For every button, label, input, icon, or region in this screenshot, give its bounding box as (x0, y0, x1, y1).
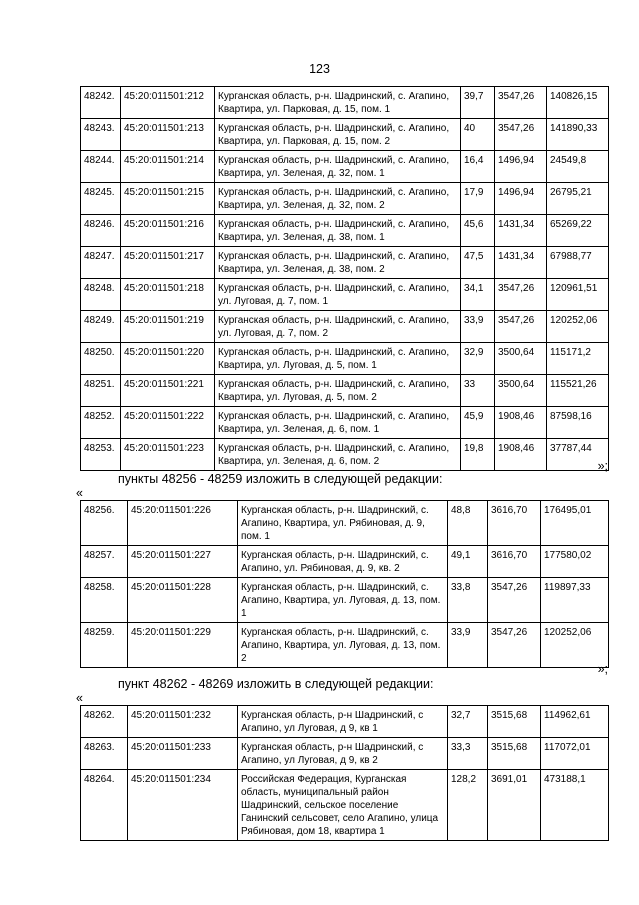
cell-address: Курганская область, р-н. Шадринский, с. Агапино, Квартира, ул. Парковая, д. 15, пом. 2 (215, 119, 461, 151)
registry-table-1 (80, 86, 609, 471)
cell-row-number: 48250. (81, 343, 121, 375)
cell-address: Курганская область, р-н. Шадринский, с. Агапино, Квартира, ул. Парковая, д. 15, пом. 1 (215, 87, 461, 119)
cell-cadastral-value: 176495,01 (541, 501, 609, 546)
cell-address: Курганская область, р-н. Шадринский, с. Агапино, ул. Луговая, д. 7, пом. 2 (215, 311, 461, 343)
cell-area: 32,7 (448, 706, 488, 738)
cell-cadastral-price: 3500,64 (495, 375, 547, 407)
cell-cadastral-value: 65269,22 (547, 215, 609, 247)
cell-row-number: 48263. (81, 738, 128, 770)
cell-cadastral-number: 45:20:011501:227 (128, 546, 238, 578)
cell-cadastral-number: 45:20:011501:219 (121, 311, 215, 343)
cell-cadastral-number: 45:20:011501:223 (121, 439, 215, 471)
cell-cadastral-price: 3515,68 (488, 706, 541, 738)
table-row (81, 247, 609, 279)
cell-area: 33 (461, 375, 495, 407)
cell-row-number: 48253. (81, 439, 121, 471)
cell-cadastral-value: 120252,06 (547, 311, 609, 343)
table-row (81, 183, 609, 215)
cell-area: 34,1 (461, 279, 495, 311)
table-row (81, 151, 609, 183)
cell-cadastral-price: 3547,26 (495, 311, 547, 343)
cell-cadastral-number: 45:20:011501:226 (128, 501, 238, 546)
cell-address: Курганская область, р-н Шадринский, с Агапино, ул Луговая, д 9, кв 2 (238, 738, 448, 770)
table-row (81, 706, 609, 738)
cell-row-number: 48257. (81, 546, 128, 578)
cell-row-number: 48256. (81, 501, 128, 546)
closing-quote-2: »; (597, 662, 608, 676)
cell-cadastral-value: 117072,01 (541, 738, 609, 770)
cell-cadastral-number: 45:20:011501:213 (121, 119, 215, 151)
cell-address: Курганская область, р-н. Шадринский, с. Агапино, ул. Рябиновая, д. 9, кв. 2 (238, 546, 448, 578)
cell-area: 49,1 (448, 546, 488, 578)
cell-cadastral-price: 1908,46 (495, 439, 547, 471)
cell-area: 33,9 (461, 311, 495, 343)
table-row (81, 87, 609, 119)
cell-area: 17,9 (461, 183, 495, 215)
cell-cadastral-number: 45:20:011501:215 (121, 183, 215, 215)
table-row (81, 738, 609, 770)
cell-cadastral-value: 120252,06 (541, 623, 609, 668)
cell-address: Российская Федерация, Курганская область, муниципальный район Шадринский, сельское поселение Ганинский сельсовет, село Агапино, улица Рябиновая, дом 18, квартира 1 (238, 770, 448, 841)
paragraph-1: пункты 48256 - 48259 изложить в следующей редакции: (118, 472, 443, 486)
cell-cadastral-number: 45:20:011501:216 (121, 215, 215, 247)
cell-address: Курганская область, р-н. Шадринский, с. Агапино, Квартира, ул. Луговая, д. 13, пом. 2 (238, 623, 448, 668)
cell-address: Курганская область, р-н. Шадринский, с. Агапино, Квартира, ул. Зеленая, д. 6, пом. 1 (215, 407, 461, 439)
table-row (81, 501, 609, 546)
cell-cadastral-price: 1496,94 (495, 151, 547, 183)
cell-address: Курганская область, р-н. Шадринский, с. Агапино, Квартира, ул. Зеленая, д. 32, пом. 2 (215, 183, 461, 215)
cell-area: 33,3 (448, 738, 488, 770)
cell-cadastral-value: 67988,77 (547, 247, 609, 279)
table-row (81, 119, 609, 151)
cell-cadastral-number: 45:20:011501:218 (121, 279, 215, 311)
cell-cadastral-number: 45:20:011501:233 (128, 738, 238, 770)
cell-cadastral-value: 177580,02 (541, 546, 609, 578)
cell-row-number: 48246. (81, 215, 121, 247)
cell-cadastral-number: 45:20:011501:217 (121, 247, 215, 279)
cell-cadastral-value: 115171,2 (547, 343, 609, 375)
cell-cadastral-value: 114962,61 (541, 706, 609, 738)
cell-area: 33,9 (448, 623, 488, 668)
cell-address: Курганская область, р-н. Шадринский, с. Агапино, Квартира, ул. Зеленая, д. 6, пом. 2 (215, 439, 461, 471)
cell-cadastral-price: 3616,70 (488, 501, 541, 546)
cell-cadastral-number: 45:20:011501:212 (121, 87, 215, 119)
cell-area: 39,7 (461, 87, 495, 119)
cell-row-number: 48249. (81, 311, 121, 343)
table-row (81, 311, 609, 343)
opening-quote-1: « (76, 486, 83, 500)
cell-area: 16,4 (461, 151, 495, 183)
cell-cadastral-number: 45:20:011501:220 (121, 343, 215, 375)
cell-address: Курганская область, р-н. Шадринский, с. Агапино, Квартира, ул. Зеленая, д. 38, пом. 2 (215, 247, 461, 279)
cell-row-number: 48244. (81, 151, 121, 183)
table-row (81, 578, 609, 623)
cell-cadastral-price: 3500,64 (495, 343, 547, 375)
cell-cadastral-price: 3547,26 (488, 578, 541, 623)
cell-cadastral-number: 45:20:011501:232 (128, 706, 238, 738)
cell-address: Курганская область, р-н. Шадринский, с. Агапино, Квартира, ул. Рябиновая, д. 9, пом. 1 (238, 501, 448, 546)
cell-area: 45,9 (461, 407, 495, 439)
cell-area: 47,5 (461, 247, 495, 279)
cell-area: 19,8 (461, 439, 495, 471)
cell-cadastral-price: 3547,26 (488, 623, 541, 668)
table-row (81, 407, 609, 439)
cell-cadastral-price: 1431,34 (495, 215, 547, 247)
cell-cadastral-value: 26795,21 (547, 183, 609, 215)
cell-cadastral-number: 45:20:011501:221 (121, 375, 215, 407)
cell-row-number: 48258. (81, 578, 128, 623)
cell-cadastral-price: 1431,34 (495, 247, 547, 279)
cell-row-number: 48245. (81, 183, 121, 215)
cell-area: 128,2 (448, 770, 488, 841)
cell-cadastral-price: 3547,26 (495, 87, 547, 119)
cell-address: Курганская область, р-н. Шадринский, с. Агапино, Квартира, ул. Луговая, д. 5, пом. 2 (215, 375, 461, 407)
cell-row-number: 48262. (81, 706, 128, 738)
page-number: 123 (309, 62, 330, 76)
cell-cadastral-value: 473188,1 (541, 770, 609, 841)
cell-area: 40 (461, 119, 495, 151)
table-row (81, 375, 609, 407)
closing-quote-1: »; (597, 459, 608, 473)
cell-cadastral-value: 87598,16 (547, 407, 609, 439)
cell-row-number: 48248. (81, 279, 121, 311)
registry-table-2 (80, 500, 609, 668)
table-row (81, 546, 609, 578)
cell-cadastral-value: 141890,33 (547, 119, 609, 151)
table-row (81, 343, 609, 375)
cell-address: Курганская область, р-н Шадринский, с Агапино, ул Луговая, д 9, кв 1 (238, 706, 448, 738)
paragraph-2: пункт 48262 - 48269 изложить в следующей редакции: (118, 677, 434, 691)
cell-address: Курганская область, р-н. Шадринский, с. Агапино, Квартира, ул. Зеленая, д. 38, пом. 1 (215, 215, 461, 247)
cell-cadastral-value: 140826,15 (547, 87, 609, 119)
cell-cadastral-number: 45:20:011501:222 (121, 407, 215, 439)
cell-row-number: 48259. (81, 623, 128, 668)
cell-area: 33,8 (448, 578, 488, 623)
cell-row-number: 48252. (81, 407, 121, 439)
cell-cadastral-value: 37787,44 (547, 439, 609, 471)
table-row (81, 439, 609, 471)
cell-cadastral-value: 115521,26 (547, 375, 609, 407)
cell-cadastral-number: 45:20:011501:234 (128, 770, 238, 841)
cell-area: 45,6 (461, 215, 495, 247)
cell-cadastral-price: 3547,26 (495, 119, 547, 151)
cell-address: Курганская область, р-н. Шадринский, с. Агапино, Квартира, ул. Зеленая, д. 32, пом. 1 (215, 151, 461, 183)
cell-cadastral-value: 24549,8 (547, 151, 609, 183)
cell-row-number: 48242. (81, 87, 121, 119)
cell-cadastral-price: 3691,01 (488, 770, 541, 841)
cell-area: 32,9 (461, 343, 495, 375)
cell-cadastral-price: 3547,26 (495, 279, 547, 311)
cell-cadastral-number: 45:20:011501:229 (128, 623, 238, 668)
cell-row-number: 48251. (81, 375, 121, 407)
cell-cadastral-price: 3616,70 (488, 546, 541, 578)
opening-quote-2: « (76, 691, 83, 705)
registry-table-3 (80, 705, 609, 841)
cell-cadastral-value: 120961,51 (547, 279, 609, 311)
cell-address: Курганская область, р-н. Шадринский, с. Агапино, Квартира, ул. Луговая, д. 13, пом. 1 (238, 578, 448, 623)
cell-address: Курганская область, р-н. Шадринский, с. Агапино, Квартира, ул. Луговая, д. 5, пом. 1 (215, 343, 461, 375)
cell-cadastral-price: 1496,94 (495, 183, 547, 215)
cell-area: 48,8 (448, 501, 488, 546)
cell-cadastral-value: 119897,33 (541, 578, 609, 623)
cell-cadastral-price: 3515,68 (488, 738, 541, 770)
table-row (81, 279, 609, 311)
cell-row-number: 48264. (81, 770, 128, 841)
cell-cadastral-price: 1908,46 (495, 407, 547, 439)
cell-cadastral-number: 45:20:011501:214 (121, 151, 215, 183)
table-row (81, 215, 609, 247)
cell-address: Курганская область, р-н. Шадринский, с. Агапино, ул. Луговая, д. 7, пом. 1 (215, 279, 461, 311)
table-row (81, 770, 609, 841)
table-row (81, 623, 609, 668)
cell-cadastral-number: 45:20:011501:228 (128, 578, 238, 623)
cell-row-number: 48243. (81, 119, 121, 151)
cell-row-number: 48247. (81, 247, 121, 279)
